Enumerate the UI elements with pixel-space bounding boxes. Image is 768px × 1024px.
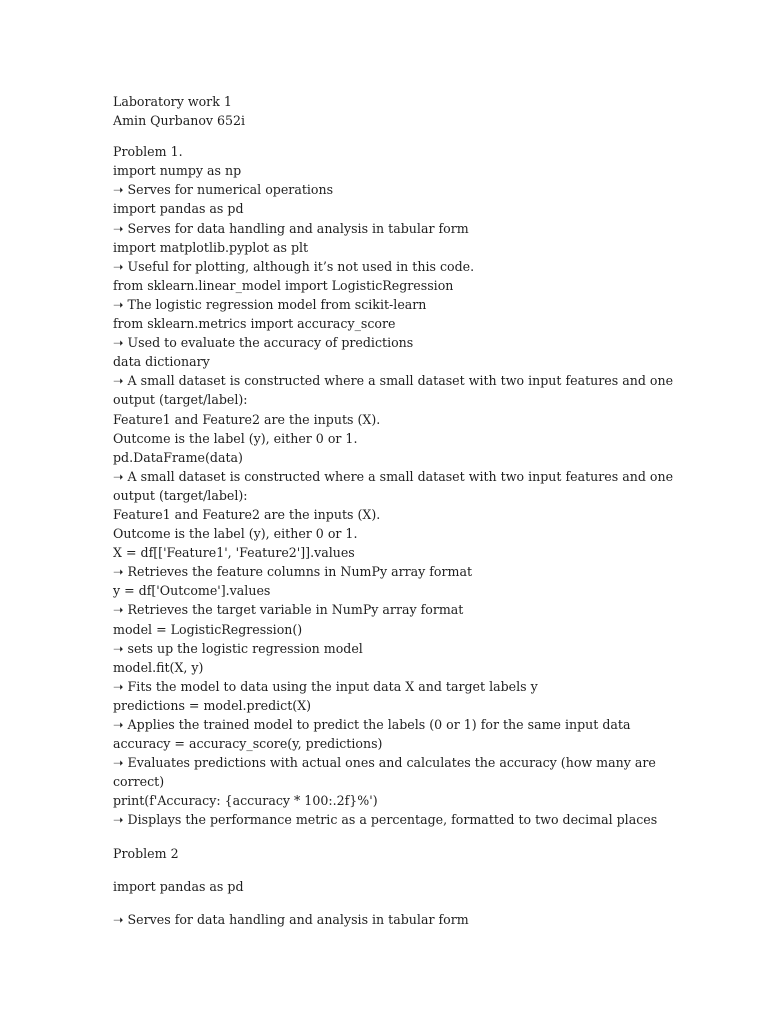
problem-1-line: ➝ Fits the model to data using the input data X and target labels y — [113, 678, 538, 694]
spacer — [113, 896, 673, 910]
problem-1-line: ➝ The logistic regression model from scikit-learn — [113, 296, 427, 312]
problem-1-line: predictions = model.predict(X) — [113, 697, 312, 713]
problem-1-line: import pandas as pd — [113, 201, 244, 217]
problem-1-line: from sklearn.linear_model import LogisticRegression — [113, 277, 454, 293]
problem-1-line: ➝ Serves for numerical operations — [113, 182, 334, 198]
problem-1-line: accuracy = accuracy_score(y, predictions) — [113, 736, 383, 752]
problem-1-heading: Problem 1. — [113, 144, 183, 160]
problem-1-line: Outcome is the label (y), either 0 or 1. — [113, 526, 358, 542]
document-author: Amin Qurbanov 652i — [113, 113, 246, 129]
problem-1-line: ➝ A small dataset is constructed where a small dataset with two input features and one — [113, 468, 674, 484]
problem-1-line: ➝ A small dataset is constructed where a small dataset with two input features and one — [113, 373, 674, 389]
problem-1-line: output (target/label): — [113, 392, 248, 408]
problem-1-line: ➝ sets up the logistic regression model — [113, 640, 363, 656]
problem-1-line: y = df['Outcome'].values — [113, 583, 271, 599]
problem-1-line: import numpy as np — [113, 163, 242, 179]
problem-1-line: Feature1 and Feature2 are the inputs (X). — [113, 411, 381, 427]
problem-1-line: correct) — [113, 774, 165, 790]
problem-1-line: ➝ Displays the performance metric as a percentage, formatted to two decimal places — [113, 812, 658, 828]
spacer — [113, 130, 673, 142]
problem-1-line: ➝ Used to evaluate the accuracy of predictions — [113, 335, 414, 351]
problem-1-line: ➝ Retrieves the target variable in NumPy array format — [113, 602, 464, 618]
problem-2-line: import pandas as pd — [113, 878, 244, 894]
problem-1-line: pd.DataFrame(data) — [113, 449, 243, 465]
problem-1-line: data dictionary — [113, 354, 210, 370]
problem-1-line: Outcome is the label (y), either 0 or 1. — [113, 430, 358, 446]
problem-1-line: ➝ Retrieves the feature columns in NumPy array format — [113, 564, 473, 580]
problem-1-line: ➝ Evaluates predictions with actual ones and calculates the accuracy (how many are — [113, 755, 656, 771]
document-body — [113, 92, 673, 929]
problem-1-line: model.fit(X, y) — [113, 659, 204, 675]
problem-1-line: from sklearn.metrics import accuracy_score — [113, 316, 396, 332]
problem-1-line: ➝ Serves for data handling and analysis in tabular form — [113, 220, 469, 236]
problem-1-line: import matplotlib.pyplot as plt — [113, 239, 309, 255]
document-title: Laboratory work 1 — [113, 94, 232, 109]
problem-2-heading: Problem 2 — [113, 845, 179, 861]
problem-1-line: ➝ Useful for plotting, although it’s not used in this code. — [113, 258, 475, 274]
problem-1-lines — [113, 161, 673, 829]
problem-1-line: ➝ Applies the trained model to predict the labels (0 or 1) for the same input data — [113, 717, 631, 732]
problem-1-line: X = df[['Feature1', 'Feature2']].values — [113, 545, 355, 561]
problem-1-line: output (target/label): — [113, 487, 248, 503]
problem-1-line: model = LogisticRegression() — [113, 621, 303, 637]
problem-1-line: print(f'Accuracy: {accuracy * 100:.2f}%') — [113, 793, 378, 809]
spacer — [113, 863, 673, 877]
problem-2-line: ➝ Serves for data handling and analysis in tabular form — [113, 911, 469, 927]
problem-1-line: Feature1 and Feature2 are the inputs (X). — [113, 506, 381, 522]
spacer — [113, 830, 673, 844]
